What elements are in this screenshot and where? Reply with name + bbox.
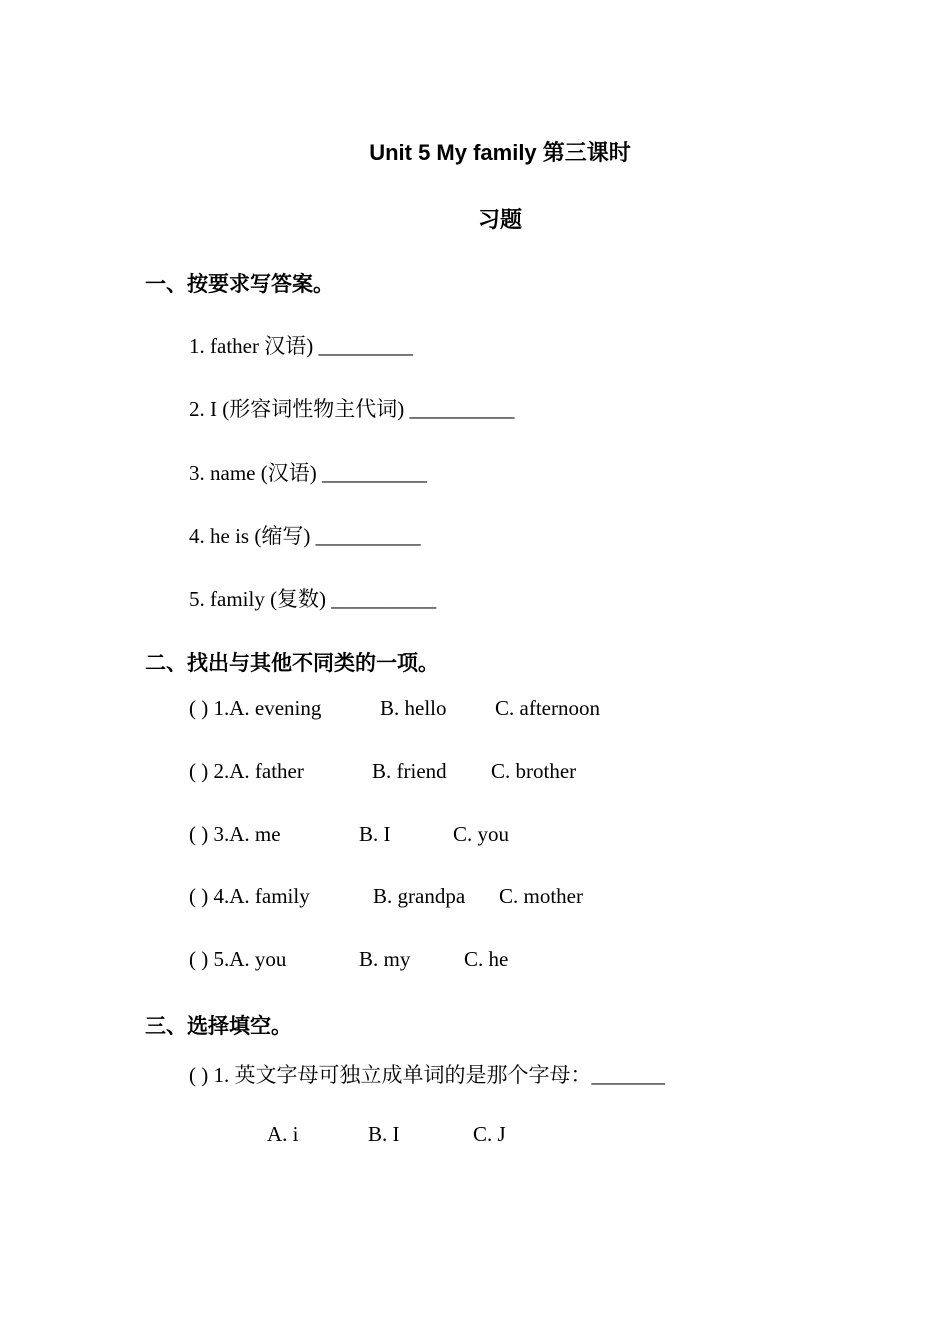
section-2-heading: 二、找出与其他不同类的一项。	[145, 651, 439, 675]
section-2-question-5: ( ) 5.A. you	[189, 947, 287, 971]
section-2-question-4: ( ) 4.A. family	[189, 884, 310, 908]
section-2-question-5-option-c: C. he	[464, 947, 509, 971]
section-2-question-2-option-c: C. brother	[491, 759, 577, 783]
section-2-question-3: ( ) 3.A. me	[189, 822, 281, 846]
section-2-question-1-option-b: B. hello	[380, 696, 447, 720]
section-2-question-2-option-b: B. friend	[372, 759, 447, 783]
section-1-item-1: 1. father 汉语) _________	[189, 334, 413, 358]
section-2-question-5-option-b: B. my	[359, 947, 411, 971]
section-1-item-4: 4. he is (缩写) __________	[189, 524, 421, 548]
section-3-option-a: A. i	[267, 1122, 299, 1146]
section-2-question-4-option-b: B. grandpa	[373, 884, 466, 908]
section-2-question-2: ( ) 2.A. father	[189, 759, 304, 783]
document-subtitle: 习题	[477, 207, 522, 232]
section-1-item-2: 2. I (形容词性物主代词) __________	[189, 397, 515, 421]
section-2-question-3-option-b: B. I	[359, 822, 391, 846]
section-2-question-3-option-c: C. you	[453, 822, 510, 846]
section-2-question-1-option-c: C. afternoon	[495, 696, 600, 720]
section-3-question-1: ( ) 1. 英文字母可独立成单词的是那个字母：_______	[189, 1063, 665, 1087]
document-title: Unit 5 My family 第三课时	[369, 140, 631, 165]
section-1-item-5: 5. family (复数) __________	[189, 587, 437, 611]
section-2-question-4-option-c: C. mother	[499, 884, 583, 908]
section-1-heading: 一、按要求写答案。	[145, 272, 334, 296]
section-3-heading: 三、选择填空。	[145, 1014, 292, 1038]
section-2-question-1: ( ) 1.A. evening	[189, 696, 322, 720]
section-1-item-3: 3. name (汉语) __________	[189, 461, 427, 485]
section-3-option-b: B. I	[368, 1122, 400, 1146]
section-3-option-c: C. J	[473, 1122, 506, 1146]
